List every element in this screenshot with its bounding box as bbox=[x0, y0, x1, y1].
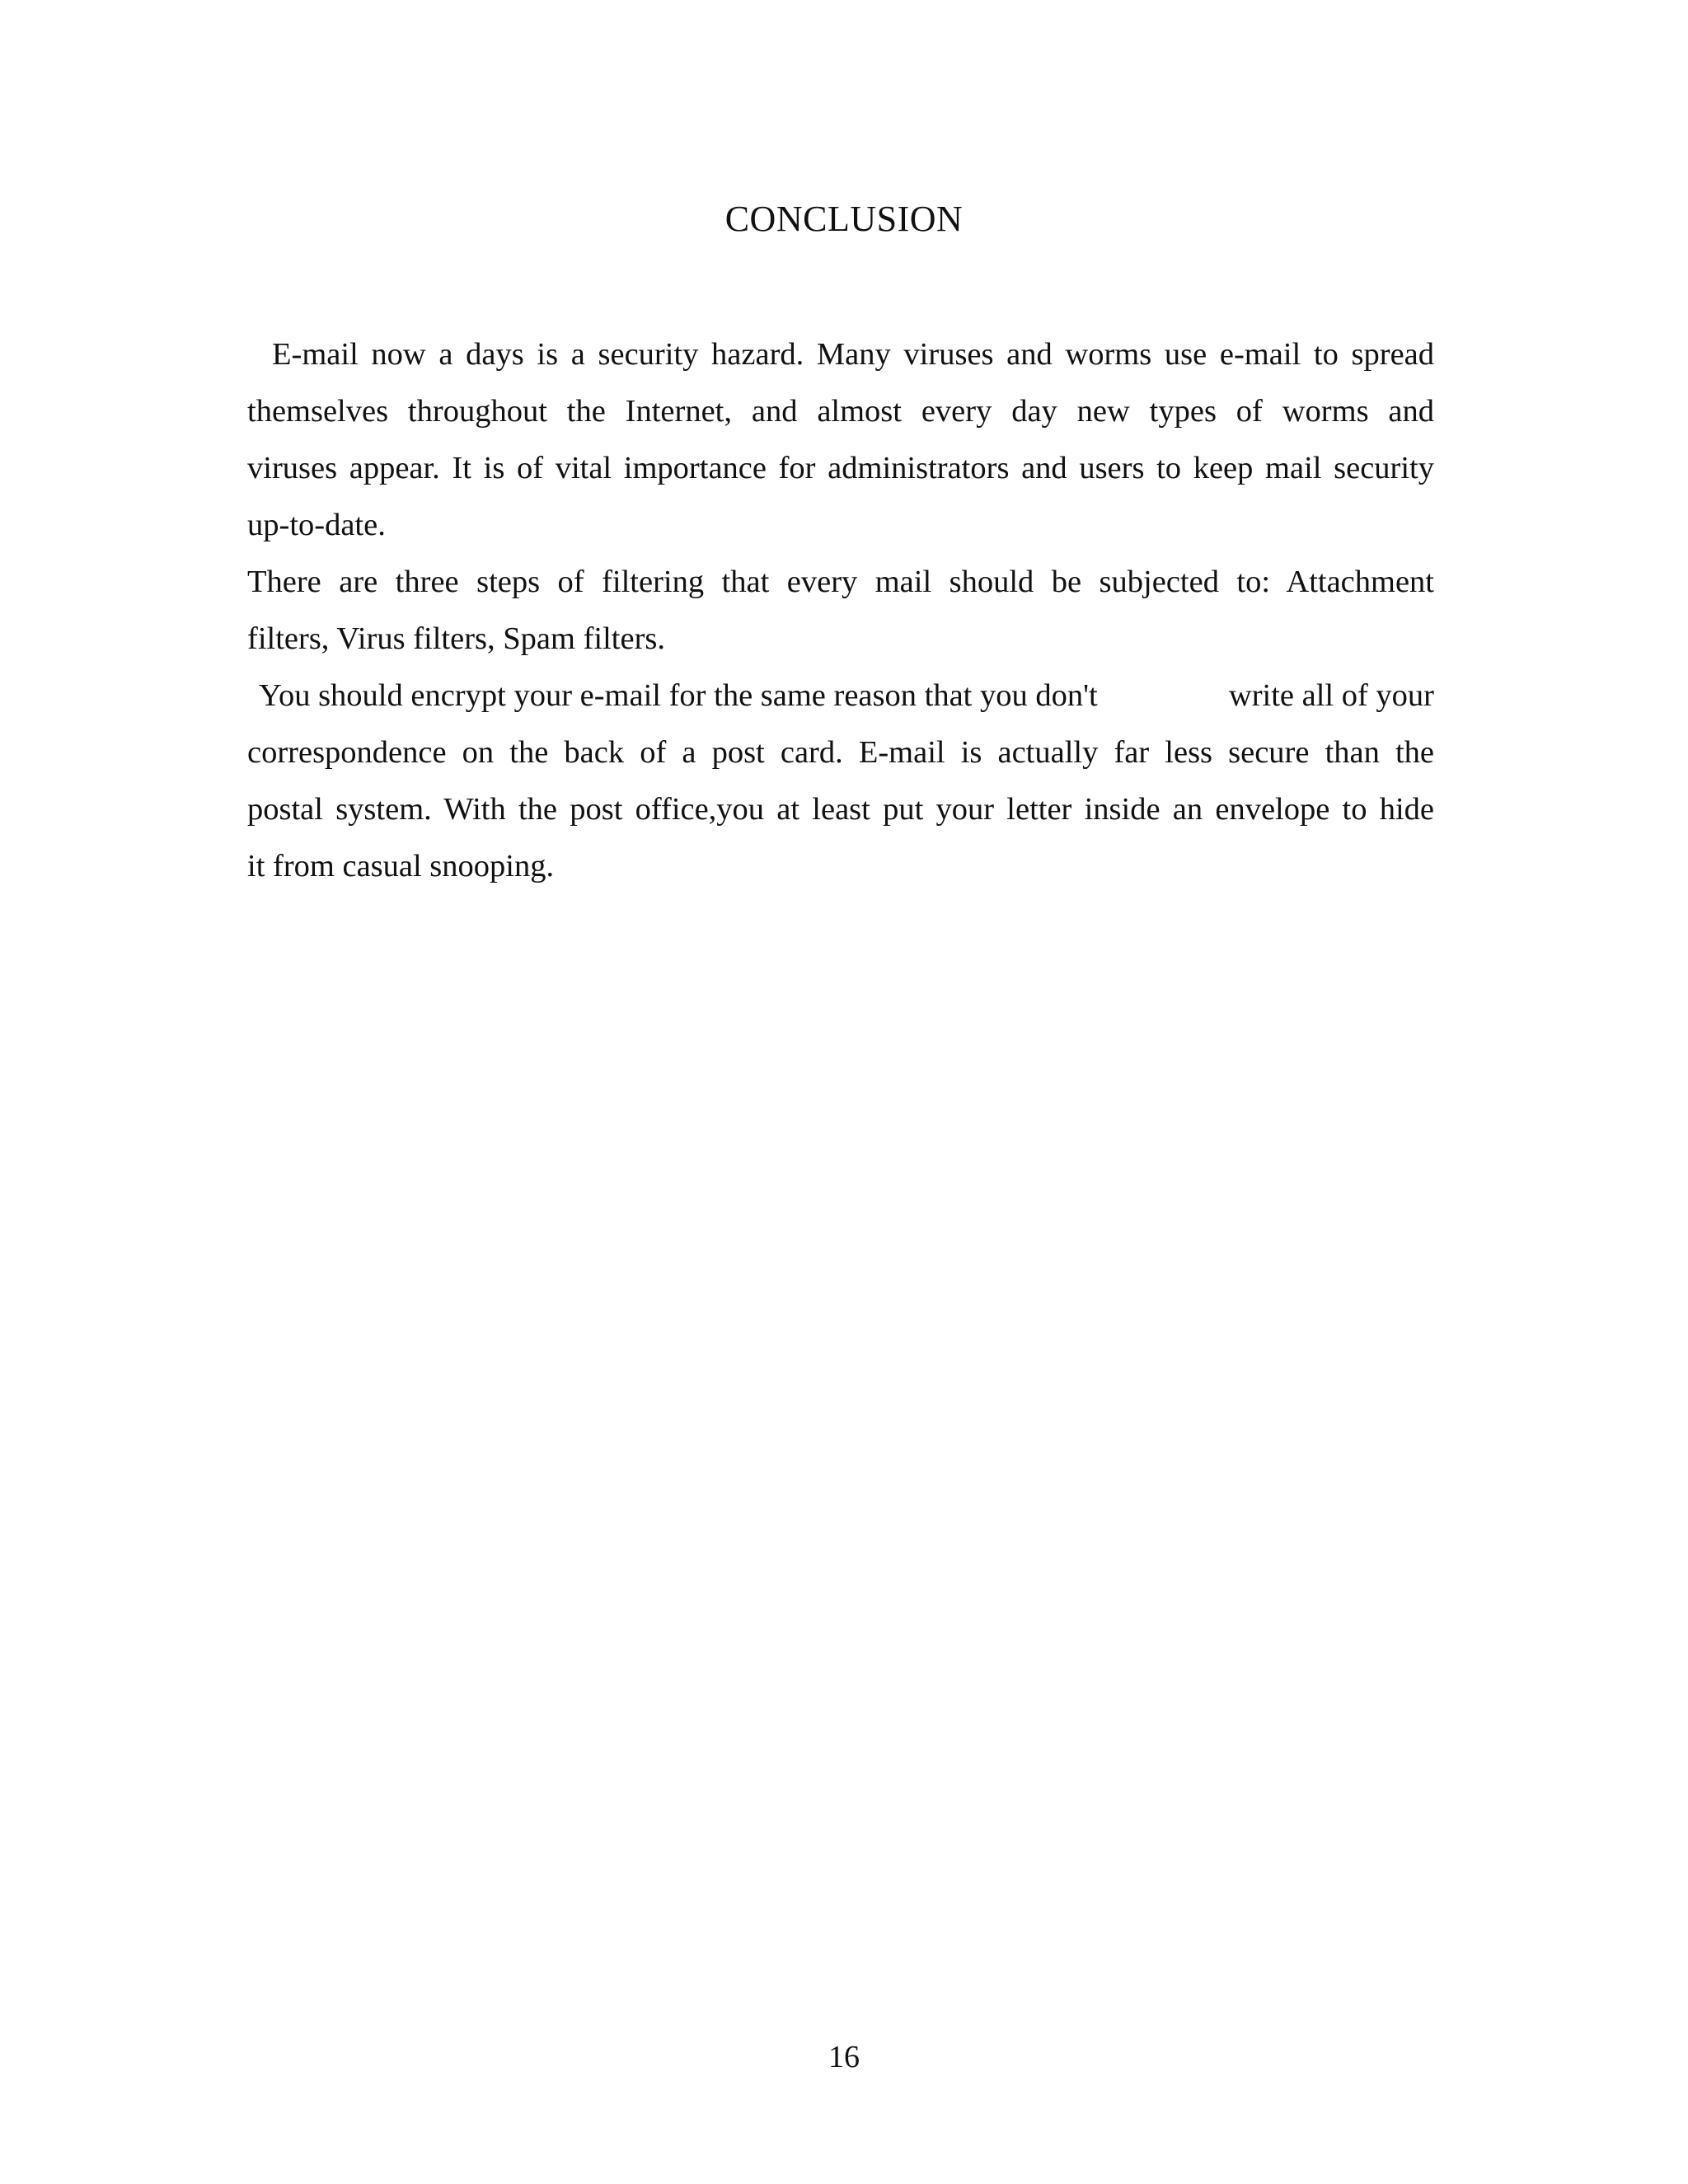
paragraph-filtering-steps bbox=[247, 554, 1434, 668]
text-line: E-mail now a days is a security hazard. Many viruses and worms use e-mail to spread bbox=[272, 337, 1434, 372]
text-line: up-to-date. bbox=[247, 508, 386, 542]
text-line: postal system. With the post office,you at least put your letter inside an envelope to hide bbox=[247, 792, 1434, 827]
text-line: themselves throughout the Internet, and almost every day new types of worms and bbox=[247, 394, 1434, 429]
body-text bbox=[247, 326, 1434, 895]
paragraph-email-hazard bbox=[247, 326, 1434, 554]
text-line bbox=[247, 668, 1434, 724]
text-line: it from casual snooping. bbox=[247, 849, 555, 883]
text-line: filters, Virus filters, Spam filters. bbox=[247, 621, 666, 656]
paragraph-encryption bbox=[247, 668, 1434, 895]
text-fragment: write all of your bbox=[1228, 678, 1434, 713]
page-number: 16 bbox=[828, 2040, 860, 2074]
text-line: correspondence on the back of a post card. E-mail is actually far less secure than the bbox=[247, 735, 1434, 770]
text-line: viruses appear. It is of vital importance for administrators and users to keep mail security bbox=[247, 451, 1434, 485]
page-title: CONCLUSION bbox=[724, 199, 964, 239]
text-fragment: You should encrypt your e-mail for the same reason that you don't bbox=[259, 678, 1098, 713]
text-line: There are three steps of filtering that every mail should be subjected to: Attachment bbox=[247, 565, 1434, 599]
